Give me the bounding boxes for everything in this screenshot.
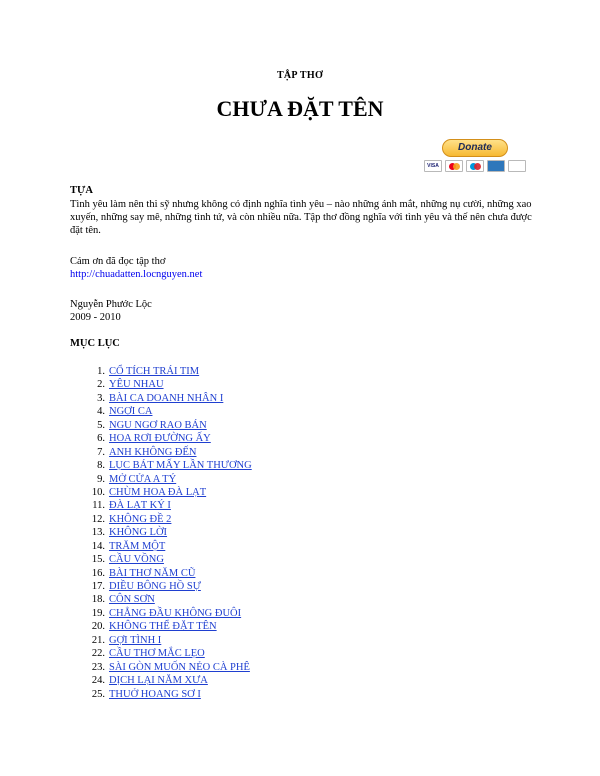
collection-subtitle: TẬP THƠ	[276, 70, 324, 81]
toc-item-number: 24.	[91, 675, 105, 687]
toc-item	[80, 540, 380, 553]
toc-item-number: 22.	[91, 648, 105, 660]
toc-item-link[interactable]: KHÔNG THỂ ĐẶT TÊN	[109, 621, 217, 633]
toc-item-link[interactable]: CÔN SƠN	[109, 594, 155, 606]
toc-item	[80, 688, 380, 701]
toc-item-number: 23.	[91, 661, 105, 673]
toc-item	[80, 647, 380, 660]
preface-heading: TỰA	[70, 185, 93, 196]
toc-item	[80, 580, 380, 593]
toc-item-number: 10.	[91, 486, 105, 498]
toc-item	[80, 553, 380, 566]
toc-item-number: 16.	[91, 567, 105, 579]
toc-item-link[interactable]: CỔ TÍCH TRÁI TIM	[109, 366, 200, 377]
toc-item-number: 13.	[91, 527, 105, 539]
discover-card-icon	[508, 160, 526, 172]
toc-heading: MỤC LỤC	[70, 338, 120, 349]
toc-item-number: 5.	[97, 419, 105, 431]
toc-item	[80, 593, 380, 606]
toc-item-link[interactable]: THUỞ HOANG SƠ I	[109, 688, 201, 700]
toc-item-number: 7.	[97, 446, 105, 458]
donate-button[interactable]: Donate	[442, 139, 508, 157]
toc-item-number: 15.	[91, 554, 105, 566]
toc-item-link[interactable]: LỤC BÁT MẤY LẦN THƯƠNG	[109, 460, 252, 472]
toc-item	[80, 486, 380, 499]
toc-item-number: 21.	[91, 634, 105, 646]
toc-item	[80, 567, 380, 580]
toc-item	[80, 392, 380, 405]
visa-card-icon: VISA	[424, 160, 442, 172]
toc-item	[80, 634, 380, 647]
toc-item	[80, 620, 380, 633]
amex-card-icon	[487, 160, 505, 172]
toc-item-number: 18.	[91, 594, 105, 606]
preface-text: Tình yêu làm nên thi sỹ nhưng không có định nghĩa tình yêu – nào những ánh mắt, những nụ cười, những xao xuyến, những say mê, những tình tứ, và còn nhiều nữa. Tập thơ đồng nghĩa với tình yêu và thế nên chưa được đặt tên.	[70, 199, 532, 236]
toc-item-number: 3.	[97, 392, 105, 404]
author-years: 2009 - 2010	[70, 312, 121, 323]
toc-item-link[interactable]: KHÔNG ĐỀ 2	[109, 513, 172, 525]
toc-item-link[interactable]: NGỢI CA	[109, 406, 153, 418]
donate-widget	[424, 139, 528, 175]
toc-item	[80, 513, 380, 526]
toc-item-number: 6.	[97, 433, 105, 445]
toc-item-link[interactable]: MỞ CỬA A TÝ	[109, 473, 177, 485]
toc-item-number: 1.	[97, 366, 105, 377]
page-title: CHƯA ĐẶT TÊN	[216, 96, 384, 121]
toc-item	[80, 661, 380, 674]
table-of-contents	[80, 365, 380, 701]
toc-item-link[interactable]: DỊCH LẠI NĂM XƯA	[109, 675, 208, 687]
toc-item-number: 14.	[91, 540, 105, 552]
toc-item-link[interactable]: BÀI THƠ NĂM CŨ	[109, 567, 196, 579]
toc-item	[80, 446, 380, 459]
toc-item-link[interactable]: DIỀU BÔNG HỒ SỰ	[109, 581, 201, 592]
toc-item-link[interactable]: NGU NGƠ RAO BÁN	[109, 419, 207, 431]
toc-item-link[interactable]: CẦU VỒNG	[109, 554, 164, 566]
toc-item-link[interactable]: TRĂM MỘT	[109, 540, 166, 552]
toc-item-link[interactable]: BÀI CA DOANH NHÂN I	[109, 392, 224, 404]
toc-item-link[interactable]: KHÔNG LỜI	[109, 527, 168, 539]
toc-item	[80, 459, 380, 472]
toc-item-number: 9.	[97, 473, 105, 485]
toc-item-link[interactable]: CHÙM HOA ĐÀ LẠT	[109, 486, 207, 498]
author-name: Nguyễn Phước Lộc	[70, 299, 152, 310]
maestro-icon	[466, 160, 484, 172]
toc-item-link[interactable]: HOA RƠI ĐƯỜNG ẤY	[109, 433, 211, 445]
thanks-text: Cám ơn đã đọc tập thơ	[70, 256, 166, 267]
toc-item	[80, 378, 380, 391]
toc-item	[80, 405, 380, 418]
payment-cards	[424, 160, 528, 173]
toc-item-link[interactable]: GỢI TÌNH I	[109, 634, 162, 646]
toc-item-number: 20.	[91, 621, 105, 633]
toc-item-number: 8.	[97, 460, 105, 472]
mastercard-icon	[445, 160, 463, 172]
toc-item-link[interactable]: CẦU THƠ MẮC LẸO	[109, 648, 205, 660]
toc-item-link[interactable]: SÀI GÒN MUỐN NẺO CÀ PHÊ	[109, 661, 250, 673]
toc-item-number: 25.	[91, 688, 105, 700]
toc-item-link[interactable]: CHẲNG ĐẦU KHÔNG ĐUÔI	[109, 607, 242, 619]
toc-item-link[interactable]: ĐÀ LẠT KÝ I	[109, 500, 171, 512]
website-link[interactable]: http://chuadatten.locnguyen.net	[70, 269, 203, 280]
toc-item-link[interactable]: ANH KHÔNG ĐẾN	[109, 446, 197, 458]
toc-item-number: 17.	[91, 581, 105, 592]
toc-item-link[interactable]: YÊU NHAU	[109, 379, 164, 391]
toc-item-number: 12.	[91, 513, 105, 525]
toc-item	[80, 432, 380, 445]
toc-item	[80, 365, 380, 378]
toc-item	[80, 419, 380, 432]
toc-item-number: 2.	[97, 379, 105, 391]
toc-item-number: 4.	[97, 406, 105, 418]
toc-item-number: 11.	[92, 500, 105, 512]
toc-item	[80, 607, 380, 620]
toc-item	[80, 473, 380, 486]
toc-item	[80, 526, 380, 539]
toc-item	[80, 674, 380, 687]
toc-item	[80, 499, 380, 512]
toc-item-number: 19.	[91, 607, 105, 619]
